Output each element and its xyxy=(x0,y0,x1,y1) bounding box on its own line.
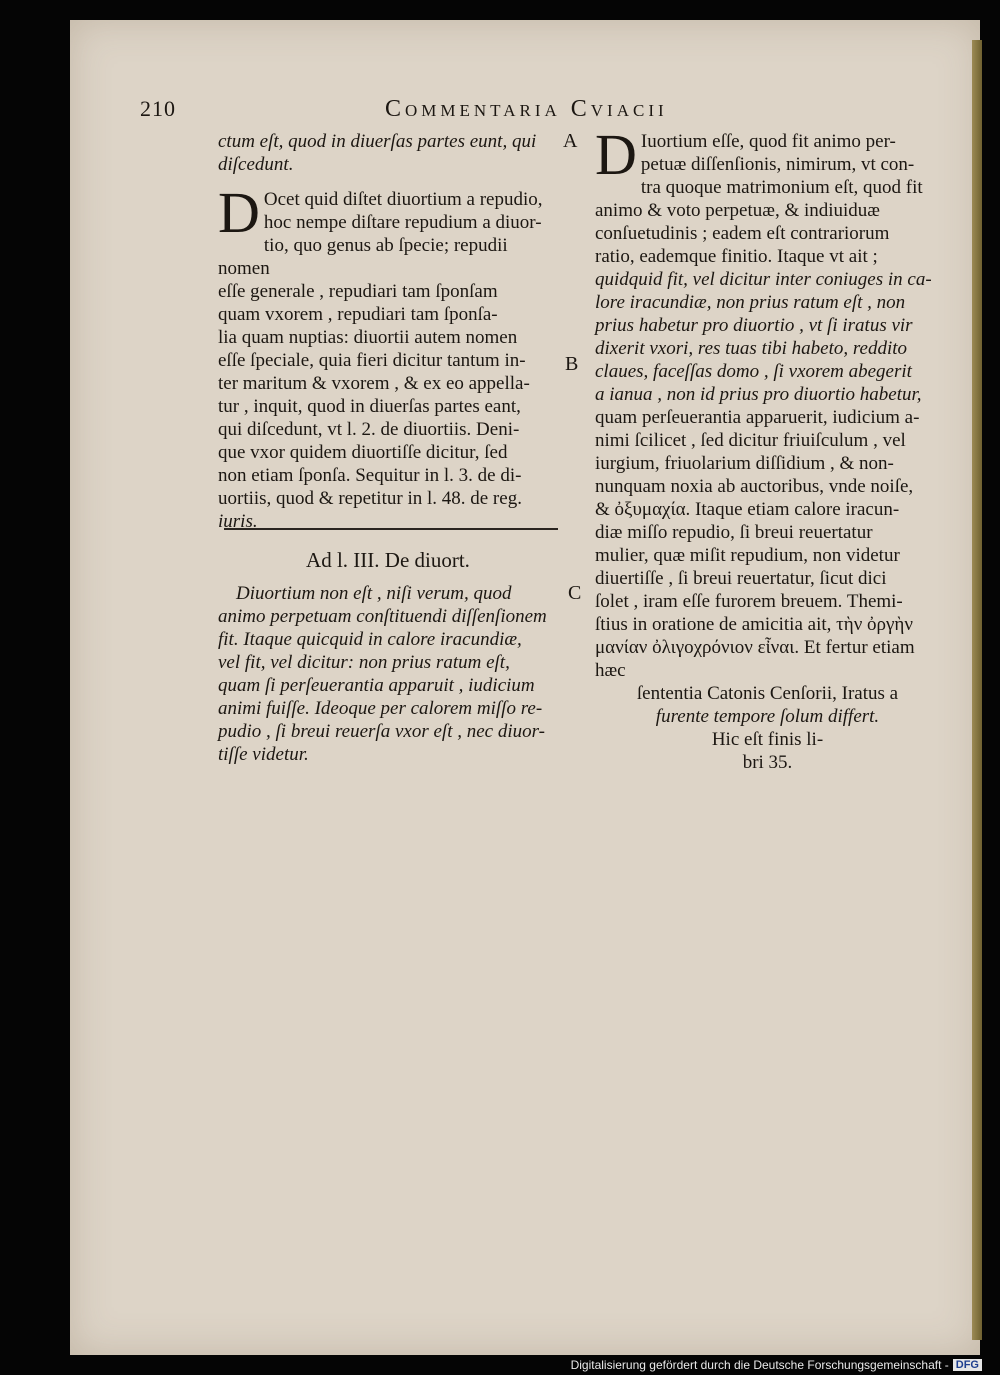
left-column-carryover xyxy=(218,130,558,176)
text-line: bri 35. xyxy=(742,752,793,773)
text-line: qui diſcedunt, vt l. 2. de diuortiis. Deni- xyxy=(218,419,520,440)
text-line: ſolet , iram eſſe furorem breuem. Themi- xyxy=(595,591,903,612)
text-line: tio, quo genus ab ſpecie; repudii nomen xyxy=(218,235,508,279)
text-line: eſſe ſpeciale, quia fieri dicitur tantum in- xyxy=(218,350,526,371)
text-line: μανίαν ὀλιγοχρόνιον εἶναι. Et fertur etiam hæc xyxy=(595,637,915,681)
text-line: nunquam noxia ab auctoribus, vnde noiſe, xyxy=(595,476,914,497)
page-header xyxy=(140,96,760,126)
text-line: vel fit, vel dicitur: non prius ratum eſt, xyxy=(218,652,510,673)
book-spine-edge xyxy=(972,40,982,1340)
text-line: diæ miſſo repudio, ſi breui reuertatur xyxy=(595,522,873,543)
text-line: animi fuiſſe. Ideoque per calorem miſſo re- xyxy=(218,698,543,719)
text-line: diſcedunt. xyxy=(218,154,294,175)
text-line: prius habetur pro diuortio , vt ſi iratus vir xyxy=(595,315,913,336)
right-column-commentary xyxy=(595,122,940,774)
text-line: diuertiſſe , ſi breui reuertatur, ſicut dici xyxy=(595,568,887,589)
text-line: uortiis, quod & repetitur in l. 48. de reg. xyxy=(218,488,522,509)
digitization-credit xyxy=(570,1355,1000,1375)
section-marker-c: C xyxy=(568,582,582,604)
text-line: animo & voto perpetuæ, & indiuiduæ xyxy=(595,200,880,221)
text-line: ratio, eademque finitio. Itaque vt ait ; xyxy=(595,246,878,267)
text-line: tur , inquit, quod in diuerſas partes eant, xyxy=(218,396,521,417)
text-line: eſſe generale , repudiari tam ſponſam xyxy=(218,281,498,302)
text-line: conſuetudinis ; eadem eſt contrariorum xyxy=(595,223,890,244)
dfg-logo-icon: DFG xyxy=(953,1359,982,1371)
text-line: non etiam ſponſa. Sequitur in l. 3. de di- xyxy=(218,465,522,486)
text-line: ter maritum & vxorem , & ex eo appella- xyxy=(218,373,530,394)
text-line: Hic eſt finis li- xyxy=(711,729,824,750)
text-line: que vxor quidem diuortiſſe dicitur, ſed xyxy=(218,442,508,463)
text-line: lia quam nuptias: diuortii autem nomen xyxy=(218,327,518,348)
text-line: fit. Itaque quicquid in calore iracundiæ, xyxy=(218,629,522,650)
dropcap-initial: D xyxy=(595,122,637,187)
text-line: mulier, quæ miſit repudium, non videtur xyxy=(595,545,900,566)
section-marker-a: A xyxy=(563,130,578,152)
text-line: pudio , ſi breui reuerſa vxor eſt , nec diuor- xyxy=(218,721,545,742)
running-title: Commentaria Cviacii xyxy=(385,96,668,122)
text-line: furente tempore ſolum differt. xyxy=(655,706,880,727)
law-text-block xyxy=(218,582,558,766)
text-line: hoc nempe diſtare repudium a diuor- xyxy=(263,212,542,233)
section-divider xyxy=(224,528,558,530)
text-line: claues, faceſſas domo , ſi vxorem abegerit xyxy=(595,361,912,382)
page-number: 210 xyxy=(140,96,176,121)
section-marker-b: B xyxy=(565,353,579,375)
text-line: & ὀξυμαχία. Itaque etiam calore iracun- xyxy=(595,499,900,520)
text-line: tiſſe videtur. xyxy=(218,744,309,765)
text-line: nimi ſcilicet , ſed dicitur friuiſculum , vel xyxy=(595,430,906,451)
text-line: quam vxorem , repudiari tam ſponſa- xyxy=(218,304,498,325)
section-heading: Ad l. III. De diuort. xyxy=(306,548,470,572)
dropcap-initial: D xyxy=(218,180,260,245)
left-column-commentary xyxy=(218,180,558,533)
text-line: quam perſeuerantia apparuerit, iudicium a- xyxy=(595,407,920,428)
text-line: quam ſi perſeuerantia apparuit , iudicium xyxy=(218,675,535,696)
text-line: tra quoque matrimonium eſt, quod fit xyxy=(640,177,923,198)
text-line: ctum eſt, quod in diuerſas partes eunt, qui xyxy=(218,131,537,152)
text-line: ſententia Catonis Cenſorii, Iratus a xyxy=(636,683,899,704)
text-line: animo perpetuam conſtituendi diſſenſionem xyxy=(218,606,547,627)
text-line: quidquid fit, vel dicitur inter coniuges in ca- xyxy=(595,269,932,290)
text-line: ſtius in oratione de amicitia ait, τὴν ὀργὴν xyxy=(595,614,913,635)
text-line: iuris. xyxy=(218,511,258,532)
credit-text: Digitalisierung gefördert durch die Deutsche Forschungsgemeinschaft - xyxy=(570,1358,949,1372)
text-line: Iuortium eſſe, quod fit animo per- xyxy=(640,131,896,152)
text-line: lore iracundiæ, non prius ratum eſt , non xyxy=(595,292,906,313)
text-line: iurgium, friuolarium diſſidium , & non- xyxy=(595,453,894,474)
text-line: a ianua , non id prius pro diuortio habetur, xyxy=(595,384,922,405)
text-line: petuæ diſſenſionis, nimirum, vt con- xyxy=(640,154,915,175)
text-line: Diuortium non eſt , niſi verum, quod xyxy=(236,583,512,604)
text-line: dixerit vxori, res tuas tibi habeto, reddito xyxy=(595,338,908,359)
text-line: Ocet quid diſtet diuortium a repudio, xyxy=(263,189,543,210)
